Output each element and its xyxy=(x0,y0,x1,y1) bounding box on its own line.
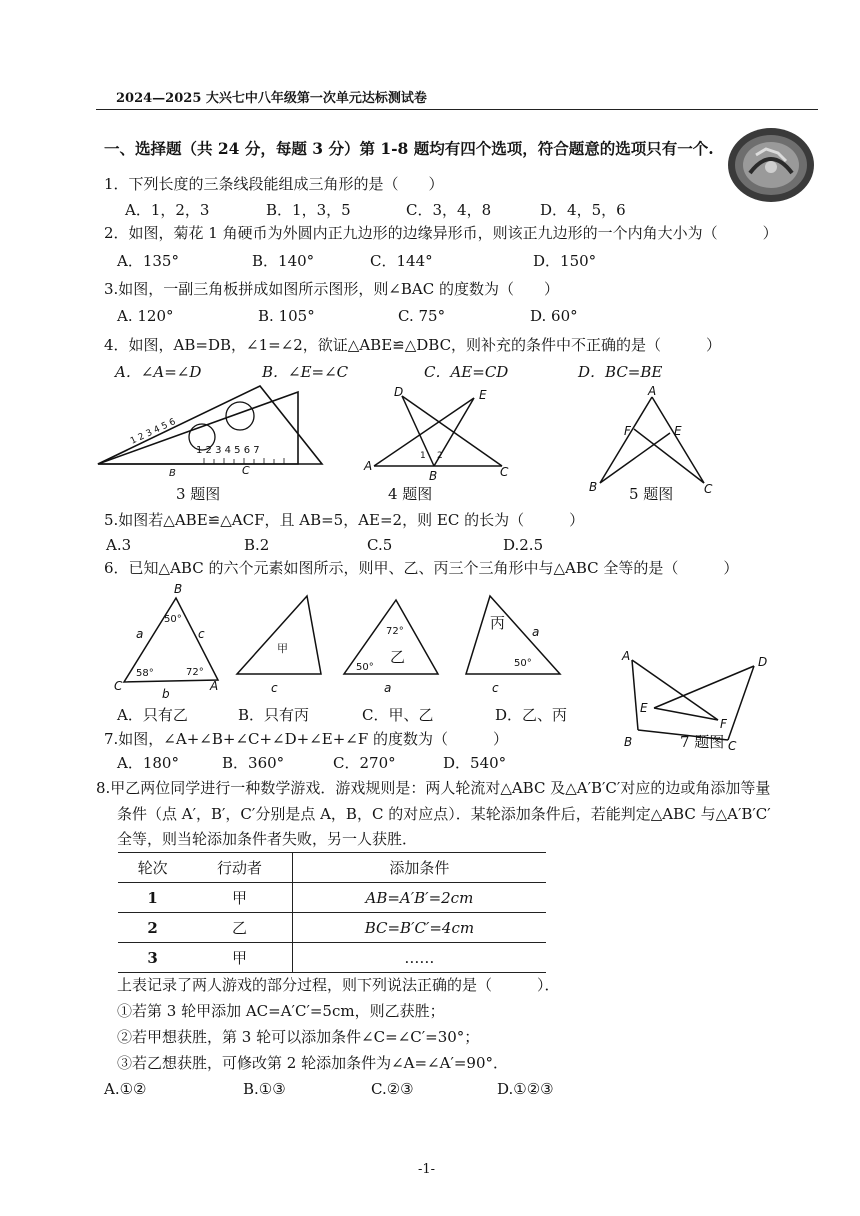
figure-5 xyxy=(586,383,721,498)
exam-title: 2024—2025 大兴七中八年级第一次单元达标测试卷 xyxy=(116,91,427,106)
q7-option-b: B．360° xyxy=(222,754,285,772)
q8-after-table: 上表记录了两人游戏的部分过程，则下列说法正确的是（ ）． xyxy=(117,976,560,994)
q2-stem: 2．如图，菊花 1 角硬币为外圆内正九边形的边缘异形币，则该正九边形的一个内角大小为（ ） xyxy=(104,224,778,242)
jia-label: 甲 xyxy=(277,642,288,655)
fig4-label-e: E xyxy=(479,388,487,402)
fig3-ruler-numbers: 1 2 3 4 5 6 7 xyxy=(196,445,260,456)
table-header-round: 轮次 xyxy=(137,859,168,877)
q8-option-a: A.①② xyxy=(104,1080,147,1098)
q2-option-b: B．140° xyxy=(252,252,315,270)
q5-option-a: A.3 xyxy=(106,536,132,554)
q8-line-2: 条件（点 A′，B′，C′分别是点 A，B，C 的对应点）．某轮添加条件后，若能判定△ABC 与△A′B′C′ xyxy=(117,805,771,823)
fig6-label-b: B xyxy=(174,582,183,596)
table-cell-actor: 甲 xyxy=(187,883,292,913)
jia-side-c: c xyxy=(271,681,278,695)
q7-stem: 7.如图，∠A+∠B+∠C+∠D+∠E+∠F 的度数为（ ） xyxy=(104,730,509,748)
table-row xyxy=(118,883,546,913)
fig4-angle-1: 1 xyxy=(420,451,426,461)
fig5-label-c: C xyxy=(704,482,713,496)
q6-option-b: B．只有丙 xyxy=(238,706,310,724)
q3-option-d: D. 60° xyxy=(530,307,578,325)
q5-option-b: B.2 xyxy=(244,536,270,554)
q4-option-d: D．BC=BE xyxy=(578,363,663,381)
section-title: 一、选择题（共 24 分，每题 3 分）第 1-8 题均有四个选项，符合题意的选项只有一个. xyxy=(104,139,714,158)
fig5-label-e: E xyxy=(674,424,682,438)
fig5-label-f: F xyxy=(624,424,631,438)
fig7-label-b: B xyxy=(624,735,633,749)
fig3-label-c: C xyxy=(242,464,250,477)
fig7-label-a: A xyxy=(622,649,631,663)
fig6-angle-72: 72° xyxy=(186,667,204,678)
q8-line-3: 全等，则当轮添加条件者失败，另一人获胜． xyxy=(117,830,418,848)
q1-option-d: D．4，5，6 xyxy=(540,201,626,219)
table-cell-round: 1 xyxy=(147,888,158,907)
table-cell-condition: AB=A′B′=2cm xyxy=(365,888,474,907)
fig5-label-a: A xyxy=(648,384,657,398)
fig3-label-b: B xyxy=(169,468,176,479)
fig4-label-b: B xyxy=(429,469,438,483)
fig7-label-d: D xyxy=(758,655,768,669)
bing-side-a: a xyxy=(532,625,540,639)
q8-line-1: 8.甲乙两位同学进行一种数学游戏．游戏规则是：两人轮流对△ABC 及△A′B′C′对应的边或角添加等量 xyxy=(96,779,771,797)
q8-option-c: C.②③ xyxy=(371,1080,414,1098)
q7-option-c: C．270° xyxy=(333,754,396,772)
fig4-label-a: A xyxy=(364,459,373,473)
q8-statement-1: ①若第 3 轮甲添加 AC=A′C′=5cm，则乙获胜； xyxy=(117,1002,445,1020)
q2-option-a: A．135° xyxy=(117,252,179,270)
figure-6-bing xyxy=(462,590,567,700)
figure-6-abc xyxy=(112,580,227,700)
figure-4-caption: 4 题图 xyxy=(388,485,433,503)
q8-option-d: D.①②③ xyxy=(497,1080,554,1098)
table-header-condition: 添加条件 xyxy=(389,859,450,877)
q3-option-a: A. 120° xyxy=(117,307,174,325)
page-number: -1- xyxy=(418,1162,436,1177)
q4-option-b: B．∠E=∠C xyxy=(262,363,349,381)
table-header-row xyxy=(118,853,546,883)
q6-option-c: C．甲、乙 xyxy=(362,706,434,724)
q2-option-c: C．144° xyxy=(370,252,433,270)
fig7-label-f: F xyxy=(720,717,727,731)
fig6-side-b: b xyxy=(162,687,170,700)
table-cell-actor: 甲 xyxy=(187,943,292,973)
q1-option-a: A．1，2，3 xyxy=(125,201,210,219)
fig6-angle-58: 58° xyxy=(136,668,154,679)
q6-option-a: A．只有乙 xyxy=(117,706,188,724)
bing-side-c: c xyxy=(492,681,499,695)
q5-option-c: C.5 xyxy=(367,536,393,554)
fig4-angle-2: 2 xyxy=(437,451,443,461)
figure-3 xyxy=(92,382,327,494)
header-rule xyxy=(96,109,818,110)
q8-statement-3: ③若乙想获胜，可修改第 2 轮添加条件为∠A=∠A′=90°． xyxy=(117,1054,509,1072)
q7-option-a: A．180° xyxy=(117,754,179,772)
bing-label: 丙 xyxy=(490,614,506,632)
q6-option-d: D．乙、丙 xyxy=(495,706,568,724)
table-cell-round: 3 xyxy=(147,948,158,967)
table-cell-actor: 乙 xyxy=(187,913,292,943)
q8-option-b: B.①③ xyxy=(243,1080,286,1098)
figure-4 xyxy=(362,384,517,484)
figure-6-jia xyxy=(233,590,333,700)
q5-stem: 5.如图若△ABE≌△ACF，且 AB=5，AE=2，则 EC 的长为（ ） xyxy=(104,511,585,529)
q3-stem: 3.如图，一副三角板拼成如图所示图形，则∠BAC 的度数为（ ） xyxy=(104,280,559,298)
figure-6-yi xyxy=(340,590,445,700)
fig3-ruler2-numbers: 1 2 3 4 5 6 xyxy=(129,417,178,447)
yi-label: 乙 xyxy=(390,648,406,666)
table-cell-round: 2 xyxy=(147,918,158,937)
q6-stem: 6．已知△ABC 的六个元素如图所示，则甲、乙、丙三个三角形中与△ABC 全等的是（ ） xyxy=(104,559,739,577)
fig7-label-e: E xyxy=(640,701,648,715)
q5-option-d: D.2.5 xyxy=(503,536,544,554)
game-table xyxy=(118,852,546,973)
q7-option-d: D．540° xyxy=(443,754,507,772)
fig6-angle-50: 50° xyxy=(164,614,182,625)
fig6-label-c: C xyxy=(114,679,123,693)
fig6-side-a: a xyxy=(136,627,144,641)
q1-stem: 1．下列长度的三条线段能组成三角形的是（ ） xyxy=(104,175,444,193)
table-header-actor: 行动者 xyxy=(187,853,292,883)
coin-image xyxy=(726,125,816,205)
table-cell-condition: …… xyxy=(404,948,435,967)
q4-stem: 4．如图，AB=DB，∠1=∠2，欲证△ABE≌△DBC，则补充的条件中不正确的是（ ） xyxy=(104,336,722,354)
figure-7-caption: 7 题图 xyxy=(680,733,725,751)
figure-3-caption: 3 题图 xyxy=(176,485,221,503)
table-row xyxy=(118,943,546,973)
fig7-label-c: C xyxy=(728,739,737,752)
q1-option-b: B．1，3，5 xyxy=(266,201,351,219)
fig4-label-d: D xyxy=(394,385,404,399)
fig6-label-a: A xyxy=(210,679,219,693)
bing-angle-50: 50° xyxy=(514,658,532,669)
fig5-label-b: B xyxy=(589,480,598,494)
table-row xyxy=(118,913,546,943)
q2-option-d: D．150° xyxy=(533,252,597,270)
q3-option-b: B. 105° xyxy=(258,307,315,325)
q8-statement-2: ②若甲想获胜，第 3 轮可以添加条件∠C=∠C′=30°； xyxy=(117,1028,480,1046)
fig4-label-c: C xyxy=(500,465,509,479)
q1-option-c: C．3，4，8 xyxy=(406,201,492,219)
yi-side-a: a xyxy=(384,681,392,695)
q3-option-c: C. 75° xyxy=(398,307,446,325)
yi-angle-72: 72° xyxy=(386,626,404,637)
table-cell-condition: BC=B′C′=4cm xyxy=(364,918,475,937)
q4-option-c: C．AE=CD xyxy=(424,363,509,381)
yi-angle-50: 50° xyxy=(356,662,374,673)
q4-option-a: A．∠A=∠D xyxy=(115,363,202,381)
figure-5-caption: 5 题图 xyxy=(629,485,674,503)
fig6-side-c: c xyxy=(198,627,205,641)
